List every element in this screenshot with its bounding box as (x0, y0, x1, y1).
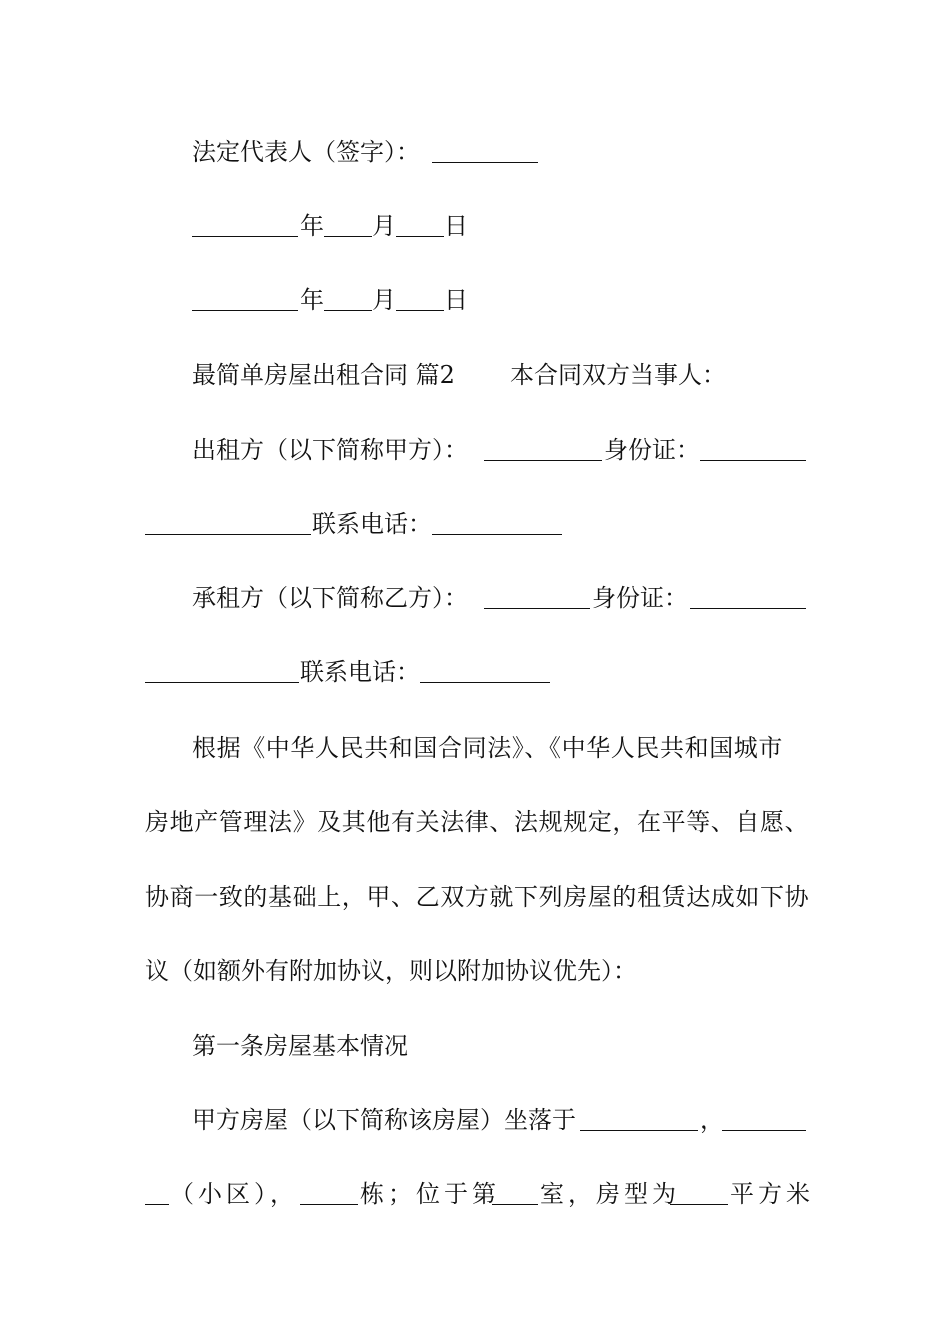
lessor-phone-blank[interactable] (432, 534, 562, 535)
lessor-id-blank-cont[interactable] (145, 534, 311, 535)
date-line-2 (0, 280, 950, 320)
parties-intro: 本合同双方当事人： (510, 361, 726, 389)
room-blank[interactable] (492, 1204, 538, 1205)
day-label: 日 (444, 212, 468, 240)
area-label: 平方米 (730, 1180, 814, 1208)
paragraph-text: 议（如额外有附加协议，则以附加协议优先）： (145, 957, 637, 985)
community-blank-cont[interactable] (145, 1204, 169, 1205)
paragraph-line (0, 728, 950, 768)
paragraph-text: 根据《中华人民共和国合同法》、《中华人民共和国城市 (192, 734, 783, 762)
day-blank[interactable] (396, 310, 444, 311)
house-details-line (0, 1174, 950, 1214)
month-blank[interactable] (324, 310, 372, 311)
lessor-line (0, 430, 950, 470)
room-label: 室，房型为 (540, 1180, 680, 1208)
legal-rep-signature-line (0, 132, 950, 172)
lessee-label: 承租方（以下简称乙方）： (192, 584, 468, 612)
comma: ， (700, 1106, 724, 1134)
lessor-id-label: 身份证： (604, 436, 700, 464)
month-label: 月 (372, 212, 396, 240)
paragraph-line (0, 951, 950, 991)
lessor-id-blank[interactable] (700, 460, 806, 461)
paragraph-text: 房地产管理法》及其他有关法律、法规规定，在平等、自愿、 (145, 808, 810, 836)
house-location-text: 甲方房屋（以下简称该房屋）坐落于 (192, 1106, 576, 1134)
year-blank[interactable] (192, 310, 298, 311)
article-heading: 第一条房屋基本情况 (192, 1032, 408, 1060)
signature-blank[interactable] (432, 162, 538, 163)
house-location-line (0, 1100, 950, 1140)
lessee-id-blank[interactable] (690, 608, 806, 609)
lessee-phone-label: 联系电话： (300, 658, 420, 686)
area-blank[interactable] (670, 1204, 728, 1205)
lessee-phone-blank[interactable] (420, 682, 550, 683)
lessee-line (0, 578, 950, 618)
community-label: （小区）， (170, 1180, 298, 1208)
community-blank[interactable] (722, 1130, 806, 1131)
year-label: 年 (300, 212, 324, 240)
year-blank[interactable] (192, 236, 298, 237)
location-blank[interactable] (580, 1130, 698, 1131)
lessor-label: 出租方（以下简称甲方）： (192, 436, 468, 464)
day-blank[interactable] (396, 236, 444, 237)
contract-title: 最简单房屋出租合同 篇2 (192, 361, 455, 389)
article-1-heading-line (0, 1026, 950, 1066)
lessee-id-blank-cont[interactable] (145, 682, 299, 683)
lessor-phone-line (0, 504, 950, 544)
date-line-1 (0, 206, 950, 246)
year-label: 年 (300, 286, 324, 314)
lessee-id-label: 身份证： (592, 584, 688, 612)
lessor-phone-label: 联系电话： (312, 510, 432, 538)
paragraph-text: 协商一致的基础上，甲、乙双方就下列房屋的租赁达成如下协 (145, 883, 810, 911)
building-blank[interactable] (300, 1204, 358, 1205)
lessee-name-blank[interactable] (484, 608, 590, 609)
building-label: 栋；位于第 (360, 1180, 500, 1208)
contract-title-line (0, 355, 950, 395)
day-label: 日 (444, 286, 468, 314)
paragraph-line (0, 877, 950, 917)
month-label: 月 (372, 286, 396, 314)
paragraph-line (0, 802, 950, 842)
month-blank[interactable] (324, 236, 372, 237)
lessee-phone-line (0, 652, 950, 692)
lessor-name-blank[interactable] (484, 460, 602, 461)
legal-rep-label: 法定代表人（签字）： (192, 138, 420, 166)
